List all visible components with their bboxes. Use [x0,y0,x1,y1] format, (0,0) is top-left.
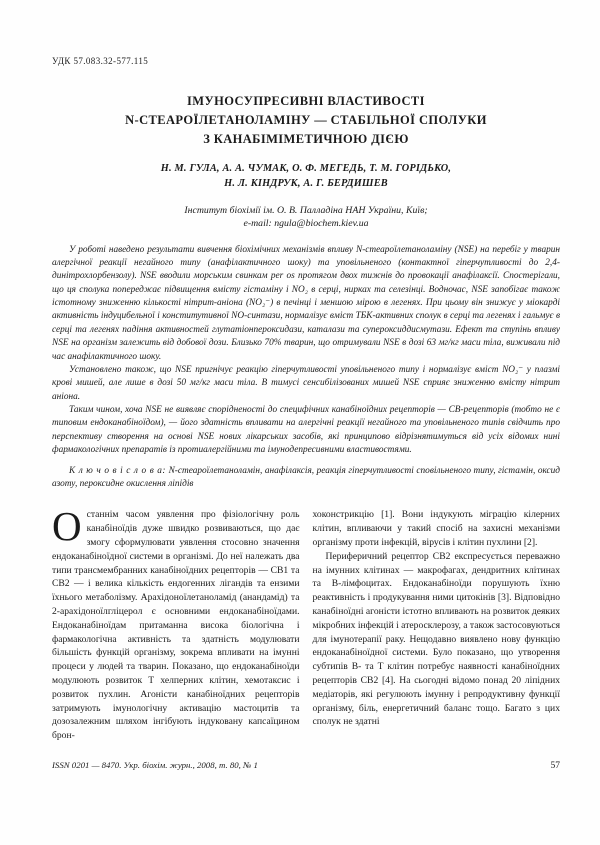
body-paragraph-1 [52,503,300,743]
authors-block [52,162,560,191]
body-paragraph-1-text: станнім часом уявлення про фізіологічну роль канабіноїдів дуже швидко розвиваються, що дає змогу сформулювати уявлення стосовно значення ендоканабіноїдної системи в організмі. До неї належать два типи трансмембранних канабіноїдних рецепторів — СВ1 та СВ2 — і велика кількість ендогенних лігандів та ензими їхнього метаболізму. Арахідоноїлетаноламід (анандамід) та 2-арахідоноїлгліцерол є основними ендоканабіноїдами. Ендоканабіноїдам притаманна висока біологічна і фармакологічна активність та здатність модулювати більшість функцій організму, зокрема впливати на імунні процеси у людей та тварин. Показано, що ендоканабіноїди модулюють розвиток Т хелперних клітин, хемотаксис і розвиток пухлин. Агоністи канабіноїдних рецепторів затримують імунологічну активацію мастоцитів та дозозалежним шляхом інгібують індуковану капсаїцином брон- [52,509,300,742]
drop-cap: О [52,503,82,550]
keywords-block [52,465,560,492]
body-paragraph-3: Периферичний рецептор СВ2 експресується переважно на імунних клітинах — макрофагах, дендритних клітинах та В-лімфоцитах. Ендоканабіноїди порушують їхню реактивність і продукування ними цитокінів [3]. Відповідно канабіноїдні агоністи істотно впливають на розвиток деяких мікробних інфекцій і атеросклерозу, а також застосовуються для імунотерапії раку. Нещодавно виявлено нову функцію ендоканабіноїдної системи. Було показано, що утворення субтипів В- та Т клітин потребує наявності канабіноїдних рецепторів СВ2 [4]. На сьогодні відомо понад 20 ліпідних медіаторів, які регулюють імунну і репродуктивну функції організму, біль, енергетичний баланс тощо. Багато з цих сполук не здатні [312,550,560,728]
affiliation-block [52,204,560,230]
title-line-3: З КАНАБІМІМЕТИЧНОЮ ДІЄЮ [203,131,409,146]
authors-line-1: Н. М. ГУЛА, А. А. ЧУМАК, О. Ф. МЕГЕДЬ, Т. М. ГОРІДЬКО, [160,163,452,175]
page-number: 57 [550,761,560,771]
udc-number: УДК 57.083.32-577.115 [52,56,149,66]
body-paragraph-2: хоконстрикцію [1]. Вони індукують міграцію кілерних клітин, впливаючи у такий спосіб на захисні механізми організму проти інфекцій, вірусів і клітин пухлини [2]. [312,509,560,548]
keywords-text: N-стеароїлетаноламін, анафілаксія, реакція гіперчутливості сповільненого типу, гістамін, оксид азоту, пероксидне окислення ліпідів [52,465,560,489]
keywords-label: К л ю ч о в і с л о в а: [69,465,167,476]
article-title [62,92,550,148]
left-column [52,503,300,743]
title-line-2: N-СТЕАРОЇЛЕТАНОЛАМІНУ — СТАБІЛЬНОЇ СПОЛУКИ [125,112,487,127]
affiliation-institute: Інститут біохімії ім. О. В. Палладіна НАН України, Київ; [184,205,428,217]
right-column [313,508,561,743]
body-columns [52,503,560,743]
abstract-section [52,244,560,458]
page-footer [52,760,560,771]
authors-line-2: Н. Л. КІНДРУК, А. Г. БЕРДИШЕВ [224,177,388,189]
abstract-paragraph-3: Таким чином, хоча NSE не виявляє спорідненості до специфічних канабіноїдних рецепторів — СВ-рецепторів (тобто не є типовим ендоканабіноїдом), — його здатність впливати на алергічні реакції негайного та уповільненого типів свідчить про перспективу створення на основі NSE нових лікарських засобів, які принципово відрізнятимуться від усіх відомих нині фармакологічних препаратів із протиалергійними та імунодепресивними властивостями. [52,405,560,456]
abstract-paragraph-1: У роботі наведено результати вивчення біохімічних механізмів впливу N-стеароїлетаноламіну (NSE) на перебіг у тварин алергічної реакції негайного типу (анафілактичного шоку) та уповільненого (контактної гіперчутливості до 2,4-динітрохлорбензолу). NSE вводили морським свинкам per os протягом двох тижнів до провокації анафілаксії. Спостерігали, що ця сполука попереджає підвищення вмісту гістаміну і NO₂ в серці, нирках та селезінці. Водночас, NSE запобігає також істотному зниженню кількості нітрит-аніона (NO₂⁻) в печінці і меншою мірою в легенях. При цьому він знижує у міокарді активність індуцибельної і конститутивної NO-синтази, нормалізує вміст ТБК-активних сполук в серці та легенях і гальмує в серці та легенях падіння активностей глутатіонпероксидази, каталази та супероксиддисмутази. Ефект та ступінь впливу NSE на організм залежить від добової дози. Близько 70% тварин, що отримували NSE в дозі 63 мг/кг маси тіла, виживали під час анафілактичного шоку. [52,244,560,362]
abstract-paragraph-2: Установлено також, що NSE пригнічує реакцію гіперчутливості уповільненого типу і нормалізує вміст NO₂⁻ у плазмі крові мишей, але лише в дозі 50 мг/кг маси тіла. В тимусі сенсибілізованих мишей NSE сприяє зниженню вмісту нітрит аніона. [52,364,560,402]
affiliation-email: e-mail: ngula@biochem.kiev.ua [243,218,369,230]
issn-journal-line: ISSN 0201 — 8470. Укр. біохім. журн., 2008, т. 80, № 1 [52,760,258,770]
title-line-1: ІМУНОСУПРЕСИВНІ ВЛАСТИВОСТІ [187,94,425,108]
